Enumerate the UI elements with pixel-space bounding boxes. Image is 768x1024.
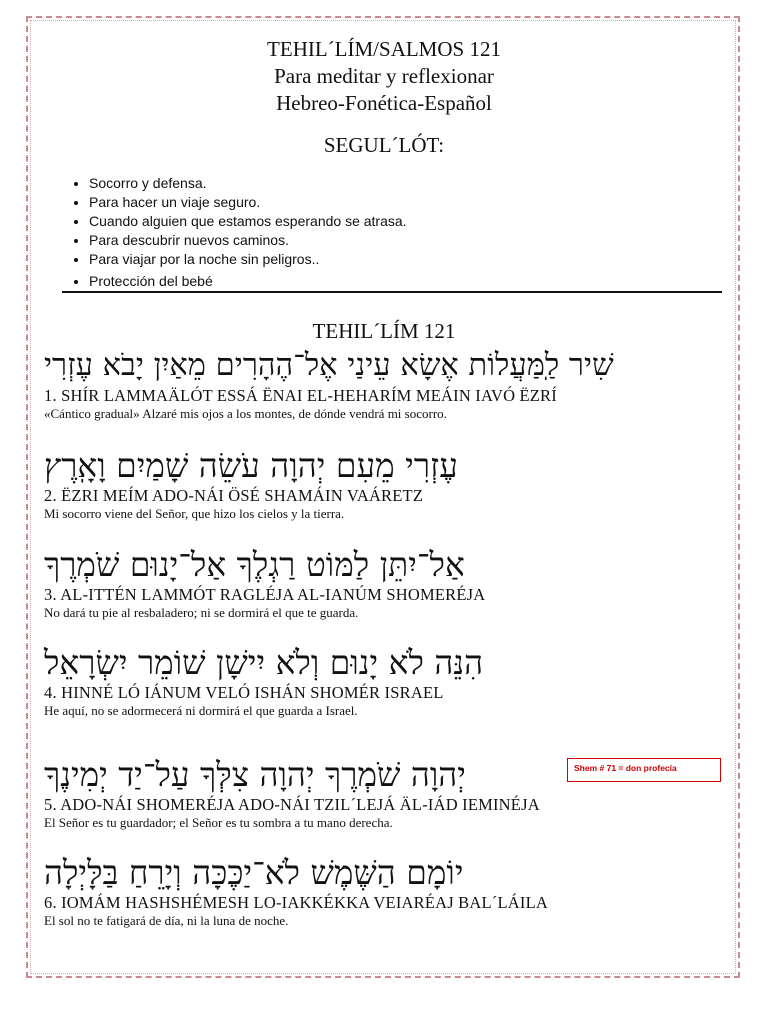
list-item: • Cuando alguien que estamos esperando se atrasa. (89, 212, 407, 231)
segulot-list (60, 174, 407, 291)
verse-phonetic: 3. AL-ITTÉN LAMMÓT RAGLÉJA AL-IANÚM SHOMERÉJA (44, 585, 486, 604)
verse-hebrew: שִׁיר לַֽמַּעֲלוֹת אֶשָׂא עֵינַי אֶל־הֶהָרִים מֵאַיִן יָבֹא עֶזְרִי (44, 348, 614, 383)
verse-phonetic: 2. ËZRI MEÍM ADO-NÁI ÖSÉ SHAMÁIN VAÁRETZ (44, 486, 424, 505)
document-title: TEHIL´LÍM/SALMOS 121 (267, 37, 501, 61)
verse-hebrew: עֶזְרִי מֵעִם יְהוָה עֹשֵׂה שָׁמַיִם וָאָֽרֶץ (44, 446, 458, 485)
list-item: • Para hacer un viaje seguro. (89, 193, 407, 212)
verse-2 (44, 446, 724, 522)
verse-phonetic: 5. ADO-NÁI SHOMERÉJA ADO-NÁI TZIL´LEJÁ ÄL-IÁD IEMINÉJA (44, 795, 540, 814)
list-item: • Para viajar por la noche sin peligros.. (89, 250, 407, 269)
list-item: • Para descubrir nuevos caminos. (89, 231, 407, 250)
verse-spanish: No dará tu pie al resbaladero; ni se dormirá el que te guarda. (44, 605, 359, 620)
verse-6 (44, 853, 724, 929)
verse-spanish: He aquí, no se adormecerá ni dormirá el que guarda a Israel. (44, 703, 358, 718)
verse-3 (44, 545, 724, 621)
verse-4 (44, 643, 724, 719)
list-item: • Socorro y defensa. (89, 174, 407, 193)
verse-spanish: «Cántico gradual» Alzaré mis ojos a los montes, de dónde vendrá mi socorro. (44, 406, 447, 421)
verse-spanish: Mi socorro viene del Señor, que hizo los cielos y la tierra. (44, 506, 345, 521)
document-languages: Hebreo-Fonética-Español (276, 91, 492, 115)
list-item: • Protección del bebé (89, 272, 407, 291)
verse-hebrew: יוֹמָם הַשֶּׁמֶשׁ לֹא־יַכֶּכָּה וְיָרֵחַ בַּלָּיְלָה (44, 853, 464, 892)
verse-spanish: El sol no te fatigará de día, ni la luna de noche. (44, 913, 289, 928)
verse-hebrew: הִנֵּה לֹא יָנוּם וְלֹא יִישָׁן שׁוֹמֵר יִשְׂרָאֵל (44, 643, 484, 682)
psalm-title: TEHIL´LÍM 121 (312, 319, 456, 343)
verse-phonetic: 4. HINNÉ LÓ IÁNUM VELÓ ISHÁN SHOMÉR ISRAEL (44, 683, 444, 702)
segulot-heading: SEGUL´LÓT: (323, 133, 445, 157)
verse-phonetic: 6. IOMÁM HASHSHÉMESH LO-IAKKÉKKA VEIARÉAJ BAL´LÁILA (44, 893, 548, 912)
section-divider (62, 291, 722, 293)
verse-spanish: El Señor es tu guardador; el Señor es tu sombra a tu mano derecha. (44, 815, 393, 830)
verse-hebrew: אַל־יִתֵּן לַמּוֹט רַגְלֶךָ אַל־יָנוּם שֹׁמְרֶךָ (44, 545, 465, 584)
verse-hebrew: יְהוָה שֹׁמְרֶךָ יְהוָה צִלְּךָ עַל־יַד יְמִינֶךָ (44, 755, 466, 794)
verse-1 (44, 346, 724, 422)
document-header (0, 36, 768, 117)
shem-note-box: Shem # 71 = don profecía (567, 758, 721, 782)
document-subtitle: Para meditar y reflexionar (274, 64, 494, 88)
verse-phonetic: 1. SHÍR LAMMAÄLÓT ESSÁ ËNAI EL-HEHARÍM MEÁIN IAVÓ ËZRÍ (44, 386, 557, 405)
